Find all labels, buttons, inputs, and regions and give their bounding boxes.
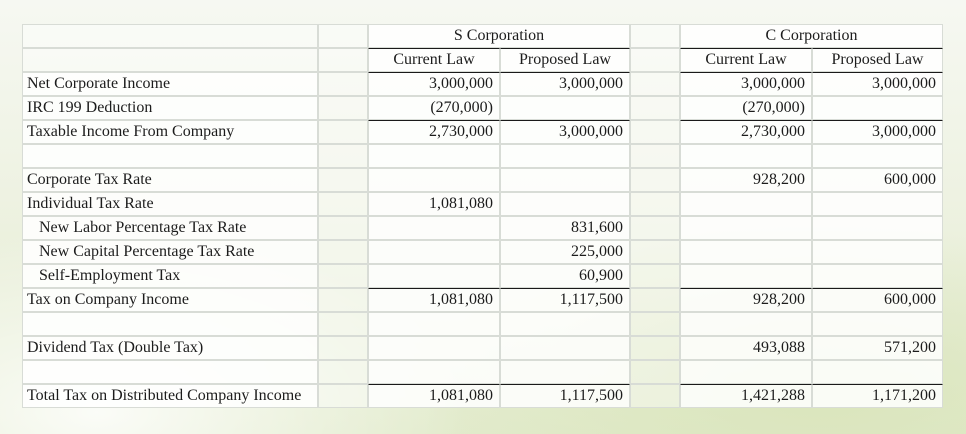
spacer-cell bbox=[630, 72, 680, 96]
c-corp-current-value bbox=[680, 312, 812, 336]
c-corp-proposed-value bbox=[812, 96, 943, 120]
s-corp-proposed-value: 831,600 bbox=[500, 216, 630, 240]
spacer-cell bbox=[318, 216, 368, 240]
s-corp-current-value bbox=[368, 168, 500, 192]
s-corp-header: S Corporation bbox=[368, 24, 630, 48]
c-corp-current-value bbox=[680, 264, 812, 288]
spacer-cell bbox=[630, 288, 680, 312]
spacer-cell bbox=[630, 192, 680, 216]
spacer-cell bbox=[318, 72, 368, 96]
s-corp-current-value: (270,000) bbox=[368, 96, 500, 120]
s-corp-current-law-header: Current Law bbox=[368, 48, 500, 72]
row-label: Total Tax on Distributed Company Income bbox=[22, 384, 318, 408]
c-corp-current-value: 3,000,000 bbox=[680, 72, 812, 96]
c-corp-proposed-value: 3,000,000 bbox=[812, 72, 943, 96]
s-corp-proposed-value bbox=[500, 144, 630, 168]
row-label: IRC 199 Deduction bbox=[22, 96, 318, 120]
spacer-cell bbox=[630, 312, 680, 336]
spacer-cell bbox=[318, 360, 368, 384]
s-corp-proposed-law-header: Proposed Law bbox=[500, 48, 630, 72]
c-corp-proposed-value: 600,000 bbox=[812, 168, 943, 192]
s-corp-proposed-value bbox=[500, 312, 630, 336]
s-corp-current-value bbox=[368, 240, 500, 264]
c-corp-current-law-header: Current Law bbox=[680, 48, 812, 72]
spacer-cell bbox=[318, 192, 368, 216]
spacer-cell bbox=[318, 312, 368, 336]
c-corp-current-value: (270,000) bbox=[680, 96, 812, 120]
s-corp-current-value bbox=[368, 264, 500, 288]
s-corp-current-value bbox=[368, 216, 500, 240]
spacer-cell bbox=[630, 360, 680, 384]
c-corp-proposed-law-header: Proposed Law bbox=[812, 48, 943, 72]
c-corp-current-value bbox=[680, 144, 812, 168]
s-corp-current-value: 2,730,000 bbox=[368, 120, 500, 144]
spacer-cell bbox=[318, 336, 368, 360]
spacer-cell bbox=[630, 96, 680, 120]
spacer-cell bbox=[630, 240, 680, 264]
row-label: Self-Employment Tax bbox=[22, 264, 318, 288]
c-corp-proposed-value bbox=[812, 216, 943, 240]
spacer-cell bbox=[318, 96, 368, 120]
spacer-cell bbox=[318, 120, 368, 144]
s-corp-proposed-value bbox=[500, 360, 630, 384]
row-label: New Capital Percentage Tax Rate bbox=[22, 240, 318, 264]
header-corner bbox=[22, 48, 318, 72]
c-corp-proposed-value bbox=[812, 360, 943, 384]
header-corner bbox=[22, 24, 318, 48]
s-corp-current-value: 3,000,000 bbox=[368, 72, 500, 96]
s-corp-proposed-value: 3,000,000 bbox=[500, 120, 630, 144]
s-corp-proposed-value: 1,117,500 bbox=[500, 384, 630, 408]
row-label bbox=[22, 144, 318, 168]
s-corp-proposed-value bbox=[500, 168, 630, 192]
row-label: Individual Tax Rate bbox=[22, 192, 318, 216]
spacer-cell bbox=[318, 384, 368, 408]
s-corp-proposed-value bbox=[500, 336, 630, 360]
c-corp-current-value bbox=[680, 192, 812, 216]
spacer-cell bbox=[630, 120, 680, 144]
c-corp-proposed-value: 600,000 bbox=[812, 288, 943, 312]
s-corp-proposed-value bbox=[500, 192, 630, 216]
c-corp-current-value: 928,200 bbox=[680, 168, 812, 192]
s-corp-current-value: 1,081,080 bbox=[368, 384, 500, 408]
spacer-cell bbox=[630, 168, 680, 192]
s-corp-proposed-value bbox=[500, 96, 630, 120]
row-label: Corporate Tax Rate bbox=[22, 168, 318, 192]
spacer-cell bbox=[630, 144, 680, 168]
c-corp-current-value: 1,421,288 bbox=[680, 384, 812, 408]
spacer-cell bbox=[630, 24, 680, 48]
c-corp-header: C Corporation bbox=[680, 24, 943, 48]
s-corp-current-value bbox=[368, 144, 500, 168]
c-corp-proposed-value bbox=[812, 192, 943, 216]
s-corp-proposed-value: 60,900 bbox=[500, 264, 630, 288]
c-corp-proposed-value: 3,000,000 bbox=[812, 120, 943, 144]
c-corp-proposed-value bbox=[812, 144, 943, 168]
c-corp-proposed-value: 571,200 bbox=[812, 336, 943, 360]
s-corp-proposed-value: 1,117,500 bbox=[500, 288, 630, 312]
c-corp-proposed-value bbox=[812, 240, 943, 264]
row-label: Tax on Company Income bbox=[22, 288, 318, 312]
s-corp-current-value bbox=[368, 336, 500, 360]
spacer-cell bbox=[318, 24, 368, 48]
c-corp-current-value: 493,088 bbox=[680, 336, 812, 360]
spacer-cell bbox=[318, 144, 368, 168]
row-label: Taxable Income From Company bbox=[22, 120, 318, 144]
c-corp-proposed-value bbox=[812, 264, 943, 288]
c-corp-current-value bbox=[680, 360, 812, 384]
c-corp-current-value: 2,730,000 bbox=[680, 120, 812, 144]
s-corp-current-value: 1,081,080 bbox=[368, 288, 500, 312]
spacer-cell bbox=[318, 264, 368, 288]
spacer-cell bbox=[630, 336, 680, 360]
c-corp-current-value bbox=[680, 240, 812, 264]
row-label bbox=[22, 360, 318, 384]
s-corp-current-value bbox=[368, 312, 500, 336]
row-label: New Labor Percentage Tax Rate bbox=[22, 216, 318, 240]
c-corp-proposed-value bbox=[812, 312, 943, 336]
row-label: Dividend Tax (Double Tax) bbox=[22, 336, 318, 360]
c-corp-current-value bbox=[680, 216, 812, 240]
s-corp-current-value: 1,081,080 bbox=[368, 192, 500, 216]
row-label: Net Corporate Income bbox=[22, 72, 318, 96]
c-corp-proposed-value: 1,171,200 bbox=[812, 384, 943, 408]
s-corp-proposed-value: 3,000,000 bbox=[500, 72, 630, 96]
spacer-cell bbox=[318, 168, 368, 192]
spacer-cell bbox=[318, 288, 368, 312]
spacer-cell bbox=[630, 216, 680, 240]
spacer-cell bbox=[318, 48, 368, 72]
row-label bbox=[22, 312, 318, 336]
spacer-cell bbox=[630, 48, 680, 72]
c-corp-current-value: 928,200 bbox=[680, 288, 812, 312]
spacer-cell bbox=[630, 264, 680, 288]
s-corp-current-value bbox=[368, 360, 500, 384]
s-corp-proposed-value: 225,000 bbox=[500, 240, 630, 264]
spacer-cell bbox=[630, 384, 680, 408]
spacer-cell bbox=[318, 240, 368, 264]
